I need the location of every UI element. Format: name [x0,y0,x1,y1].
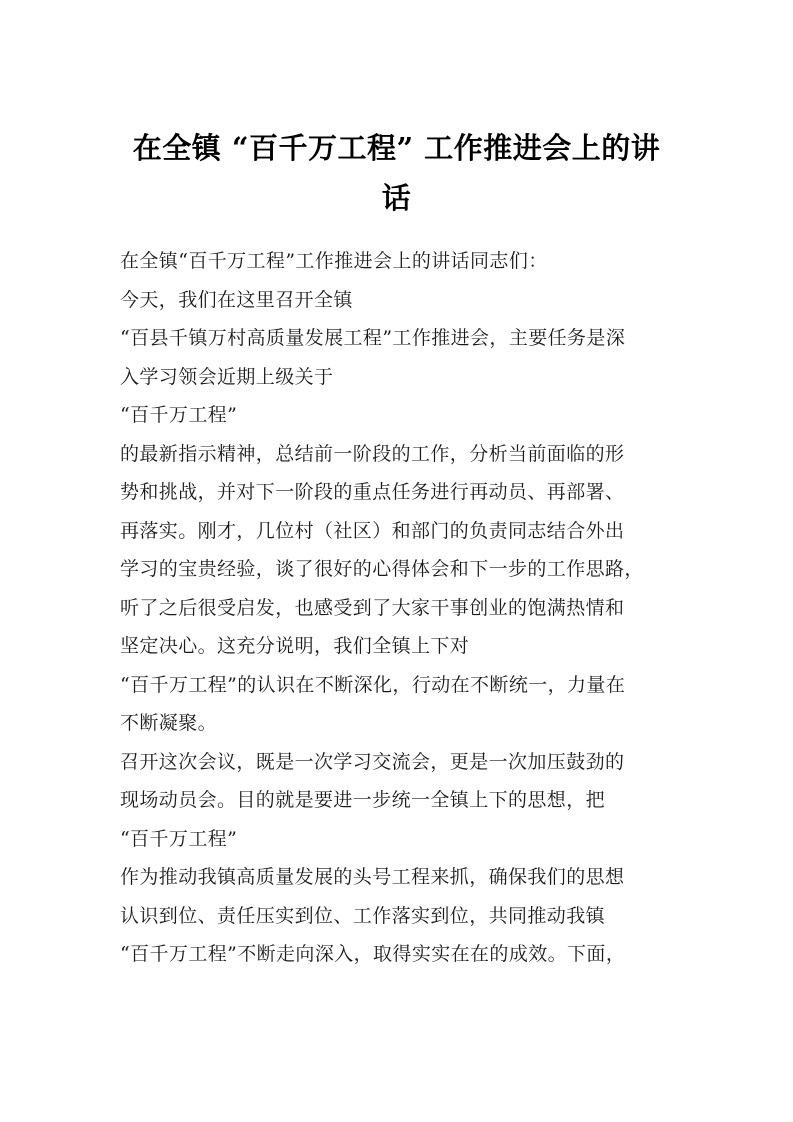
body-line: “百千万工程” [120,827,238,850]
body-line: 在全镇“百千万工程”工作推进会上的讲话同志们： [120,250,548,272]
body-line: 召开这次会议，既是一次学习交流会，更是一次加压鼓劲的 [120,750,625,773]
body-line: 势和挑战，并对下一阶段的重点任务进行再动员、再部署、 [120,481,625,503]
title-line-2: 话 [381,181,412,215]
body-line: “百千万工程”不断走向深入，取得实实在在的成效。下面， [120,943,626,965]
body-line: 听了之后很受启发，也感受到了大家干事创业的饱满热情和 [120,596,625,619]
body-line: 坚定决心。这充分说明，我们全镇上下对 [120,635,470,657]
body-line: 入学习领会近期上级关于 [120,365,334,388]
body-line: “百千万工程”的认识在不断深化，行动在不断统一，力量在 [120,673,626,696]
body-line: 学习的宝贵经验，谈了很好的心得体会和下一步的工作思路， [120,558,644,580]
body-line: 作为推动我镇高质量发展的头号工程来抓，确保我们的思想 [120,866,625,888]
document-title [100,123,693,223]
title-line-1: 在全镇 “百千万工程” 工作推进会上的讲 [132,131,661,165]
body-line: 不断凝聚。 [120,712,218,734]
body-line: 的最新指示精神，总结前一阶段的工作，分析当前面临的形 [120,442,625,465]
body-line: 现场动员会。目的就是要进一步统一全镇上下的思想，把 [120,789,606,811]
body-line: 今天，我们在这里召开全镇 [120,288,353,311]
body-line: 认识到位、责任压实到位、工作落实到位，共同推动我镇 [120,904,606,927]
body-line: “百县千镇万村高质量发展工程”工作推进会，主要任务是深 [120,327,626,349]
body-line: 再落实。刚才，几位村（社区）和部门的负责同志结合外出 [120,519,625,542]
document-body [120,242,680,974]
body-line: “百千万工程” [120,404,238,426]
